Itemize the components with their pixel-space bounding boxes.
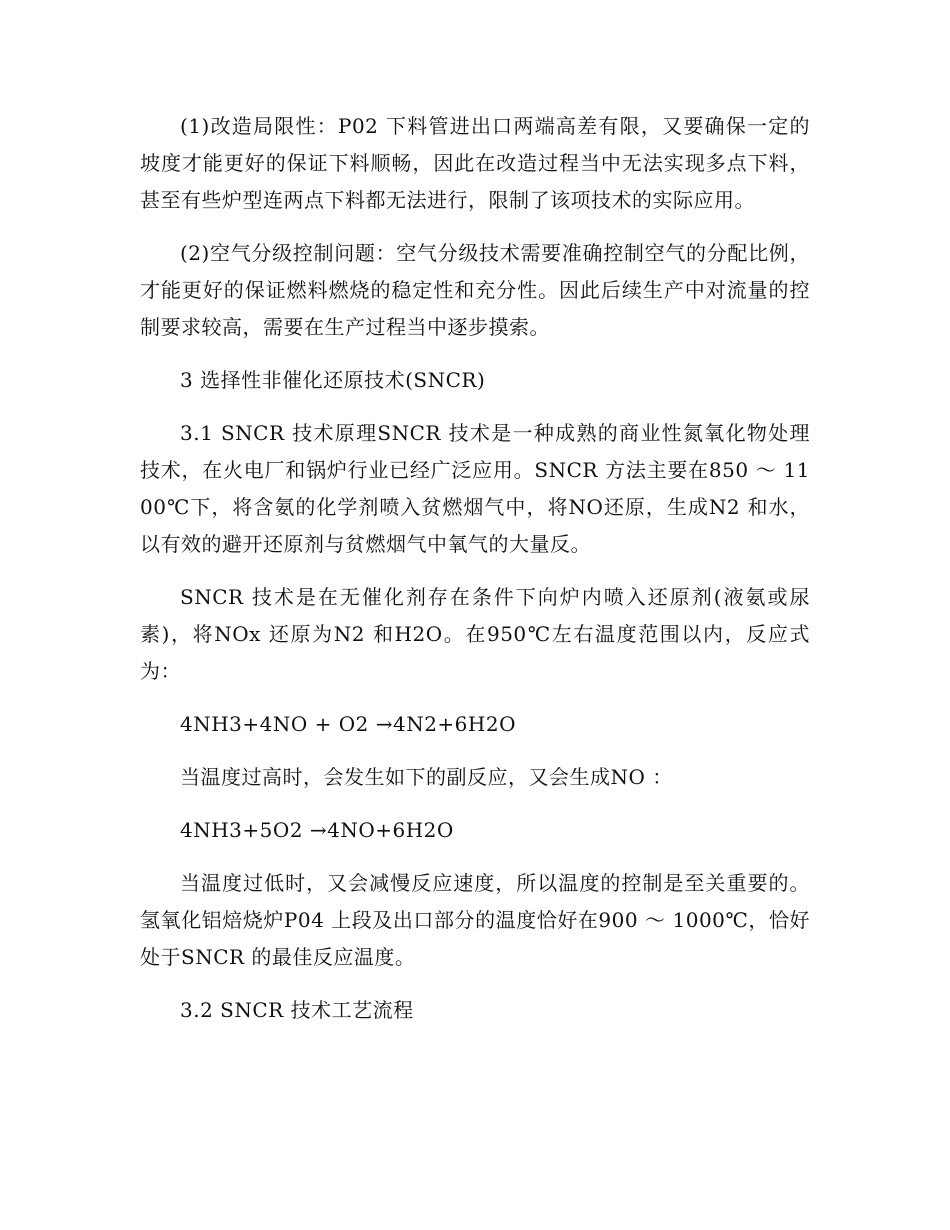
- subsection-heading-process-flow: 3.2 SNCR 技术工艺流程: [180, 998, 414, 1022]
- reaction-formula-main: 4NH3+4NO + O2 →4N2+6H2O: [180, 712, 516, 736]
- paragraph-retrofit-limitation: (1)改造局限性：P02 下料管进出口两端高差有限，又要确保一定的坡度才能更好的保证下料顺畅，因此在改造过程当中无法实现多点下料，甚至有些炉型连两点下料都无法进行，限制了该项技术的实际应用。: [140, 114, 810, 212]
- paragraph-low-temperature: 当温度过低时，又会减慢反应速度，所以温度的控制是至关重要的。氢氧化铝焙烧炉P04 上段及出口部分的温度恰好在900 ～ 1000℃，恰好处于SNCR 的最佳反应温度。: [140, 871, 810, 969]
- section-heading-sncr: 3 选择性非催化还原技术(SNCR): [180, 368, 486, 392]
- paragraph-sncr-reducing-agent: SNCR 技术是在无催化剂存在条件下向炉内喷入还原剂(液氨或尿素)，将NOx 还原为N2 和H2O。在950℃左右温度范围以内，反应式为：: [140, 585, 810, 683]
- paragraph-air-staging-control: (2)空气分级控制问题：空气分级技术需要准确控制空气的分配比例，才能更好的保证燃料燃烧的稳定性和充分性。因此后续生产中对流量的控制要求较高，需要在生产过程当中逐步摸索。: [140, 241, 810, 339]
- reaction-formula-side: 4NH3+5O2 →4NO+6H2O: [180, 818, 454, 842]
- paragraph-high-temperature: 当温度过高时，会发生如下的副反应，又会生成NO ：: [180, 765, 673, 789]
- paragraph-sncr-principle: 3.1 SNCR 技术原理SNCR 技术是一种成熟的商业性氮氧化物处理技术，在火电厂和锅炉行业已经广泛应用。SNCR 方法主要在850 ～ 1100℃下，将含氨的化学剂喷入贫燃烟气中，将NO还原，生成N2 和水，以有效的避开还原剂与贫燃烟气中氧气的大量反。: [140, 421, 810, 556]
